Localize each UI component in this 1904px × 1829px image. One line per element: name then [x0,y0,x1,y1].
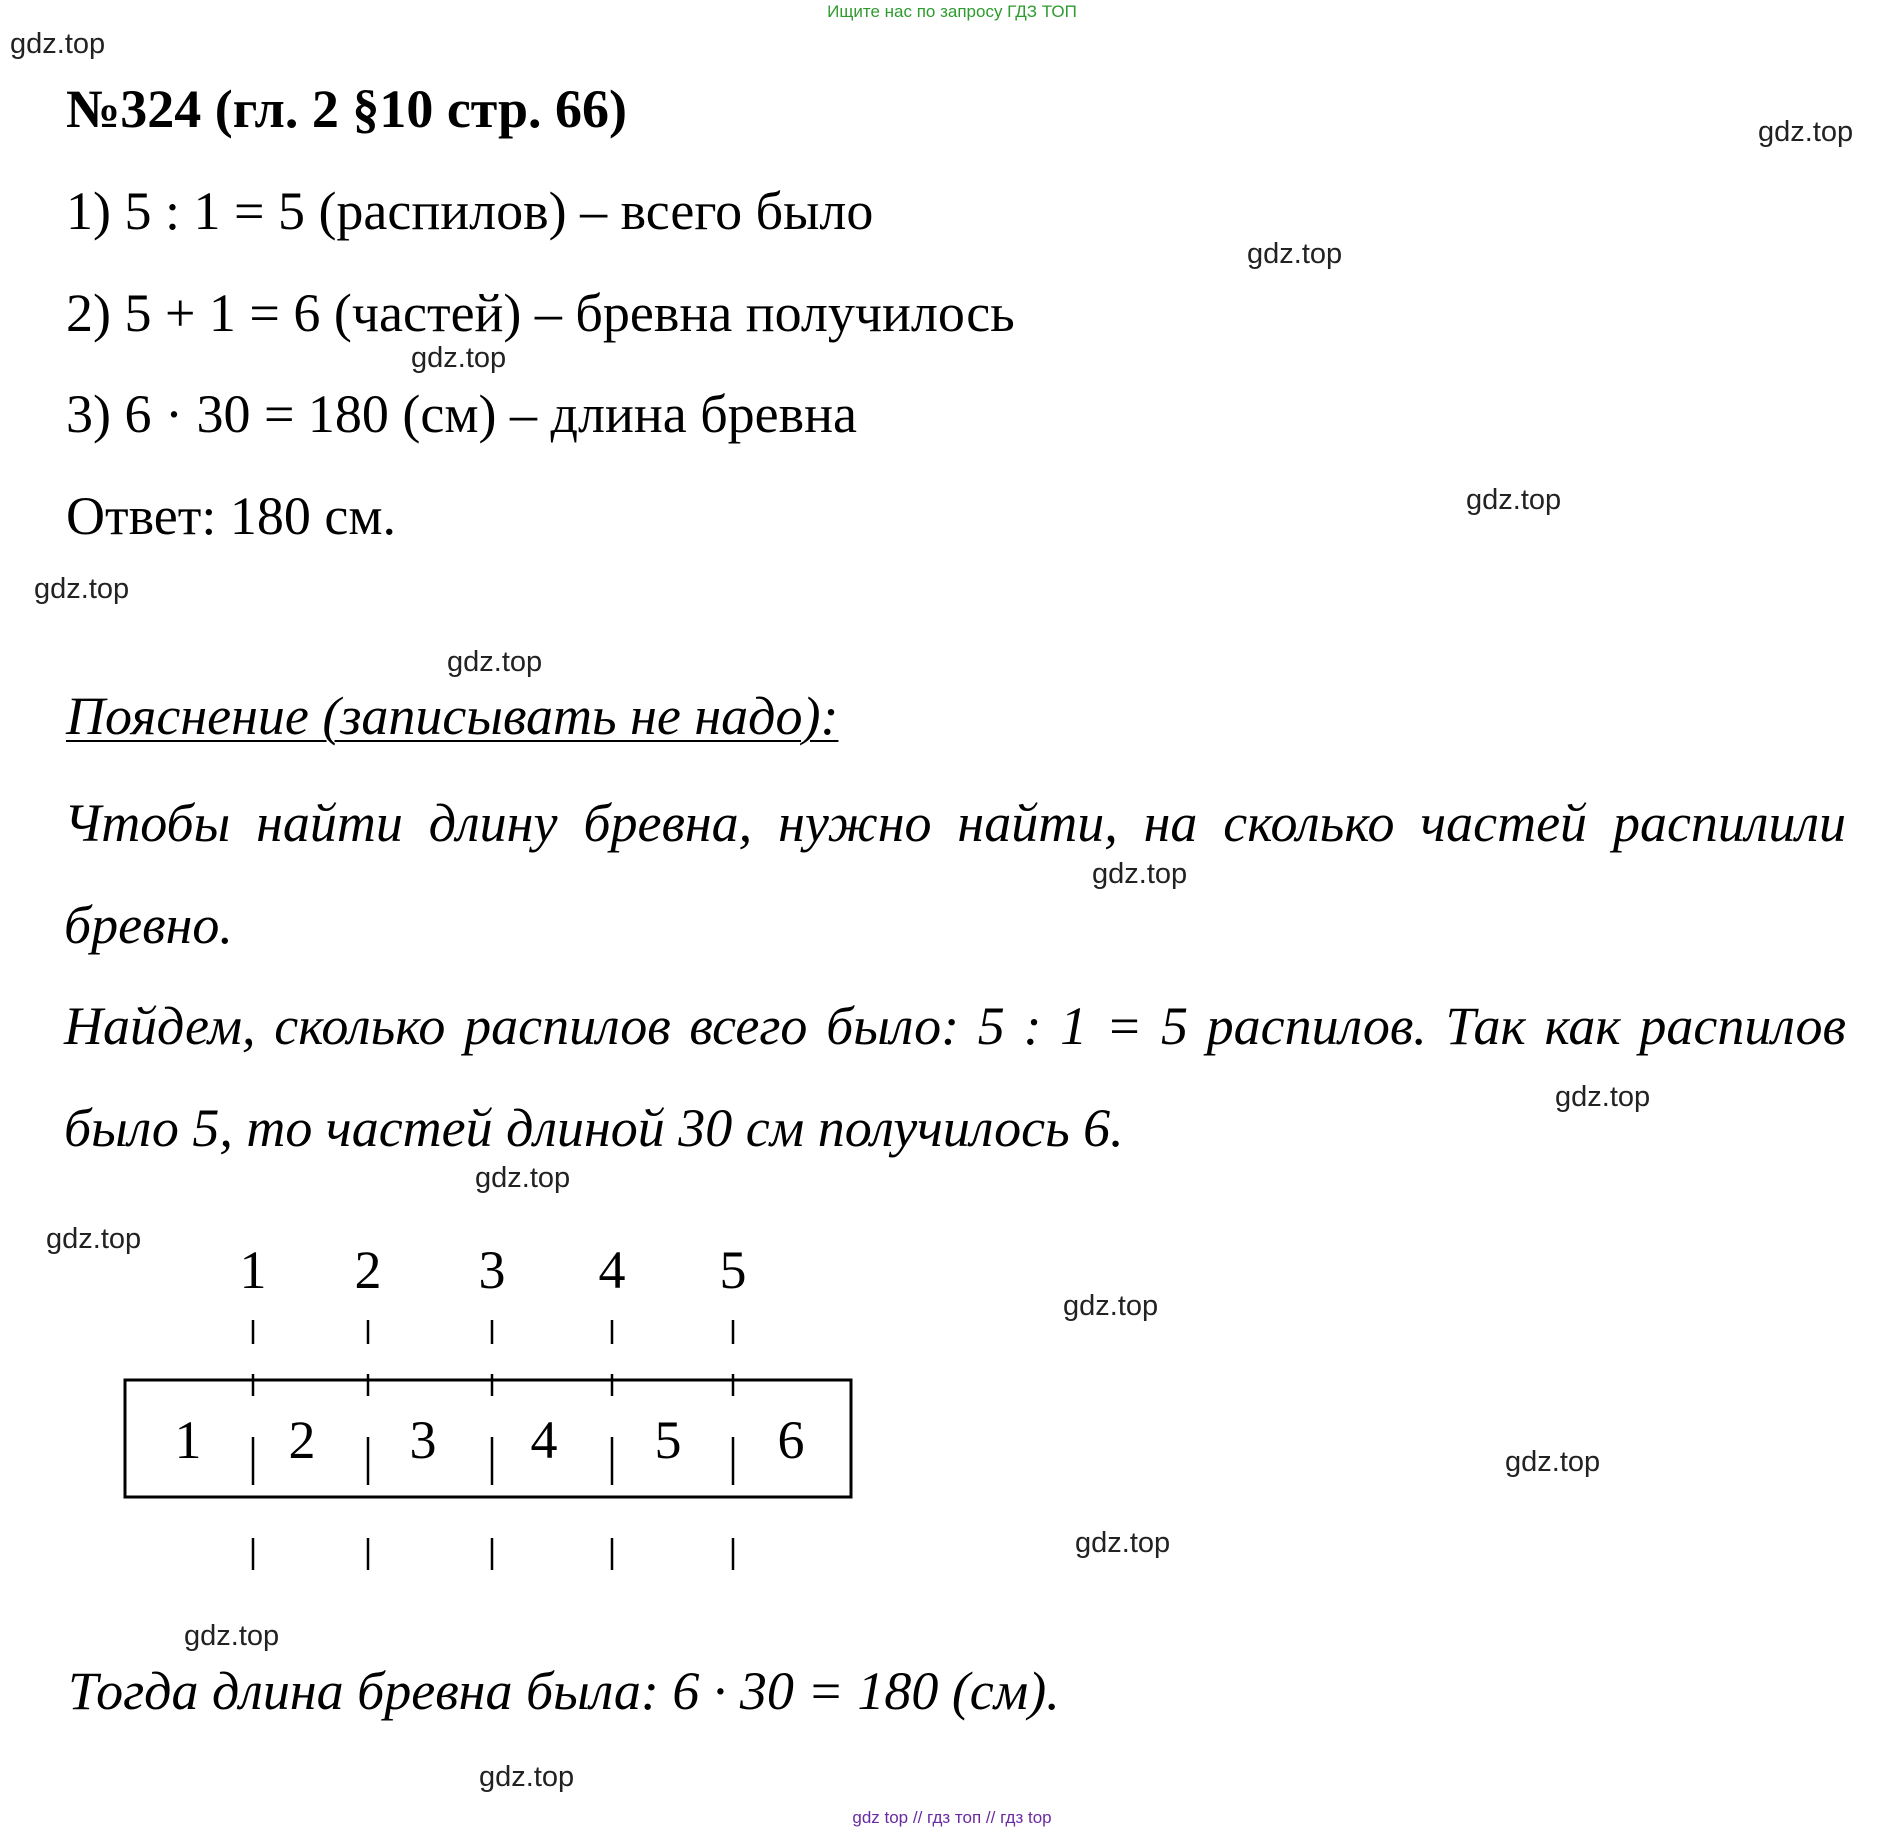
part-label: 6 [777,1410,805,1470]
watermark: gdz.top [447,646,543,678]
watermark: gdz.top [1758,116,1854,148]
watermark: gdz.top [10,28,106,60]
part-labels [175,1410,805,1470]
part-label: 1 [174,1410,202,1470]
part-label: 2 [288,1410,316,1470]
explanation-paragraph-1: Чтобы найти длину бревна, нужно найти, на сколько частей распилили бревно. [64,793,1846,955]
explanation-heading: Пояснение (записывать не надо): [66,686,839,746]
part-label: 5 [654,1410,682,1470]
part-label: 4 [530,1410,558,1470]
watermark: gdz.top [479,1761,575,1793]
watermark: gdz.top [1063,1290,1159,1322]
footer-link[interactable]: gdz top [852,1808,909,1827]
cut-label: 4 [598,1240,626,1300]
explanation-paragraph-2: Найдем, сколько распилов всего было: 5 : 1 = 5 распилов. Так как распилов было 5, то частей длиной 30 см получилось 6. [64,996,1846,1158]
part-label: 3 [409,1410,437,1470]
watermark: gdz.top [34,573,130,605]
cut-label: 2 [354,1240,382,1300]
footer-links [0,1808,1904,1828]
watermark: gdz.top [1075,1527,1171,1559]
watermark: gdz.top [46,1223,142,1255]
watermark: gdz.top [184,1620,280,1652]
watermark: gdz.top [1247,238,1343,270]
solution-step-1: 1) 5 : 1 = 5 (распилов) – всего было [66,181,874,241]
footer-link[interactable]: гдз топ [927,1808,982,1827]
watermark: gdz.top [475,1162,571,1194]
footer-separator: // [912,1808,923,1827]
conclusion-line: Тогда длина бревна была: 6 · 30 = 180 (см). [68,1661,1060,1721]
solution-step-2: 2) 5 + 1 = 6 (частей) – бревна получилось [66,283,1015,343]
solution-step-3: 3) 6 · 30 = 180 (см) – длина бревна [66,384,858,444]
top-banner: Ищите нас по запросу ГДЗ ТОП [827,2,1077,21]
watermark: gdz.top [1092,858,1188,890]
log-cut-diagram [100,1230,880,1570]
answer-line: Ответ: 180 см. [66,486,396,546]
cut-label: 5 [719,1240,747,1300]
watermark: gdz.top [411,342,507,374]
cut-labels [240,1240,747,1300]
footer-separator: // [985,1808,996,1827]
log-rect [125,1380,851,1497]
watermark: gdz.top [1505,1446,1601,1478]
problem-title: №324 (гл. 2 §10 стр. 66) [66,79,627,139]
watermark: gdz.top [1466,484,1562,516]
cut-label: 3 [478,1240,506,1300]
footer-link[interactable]: гдз top [1000,1808,1052,1827]
cut-label: 1 [239,1240,267,1300]
watermark: gdz.top [1555,1081,1651,1113]
